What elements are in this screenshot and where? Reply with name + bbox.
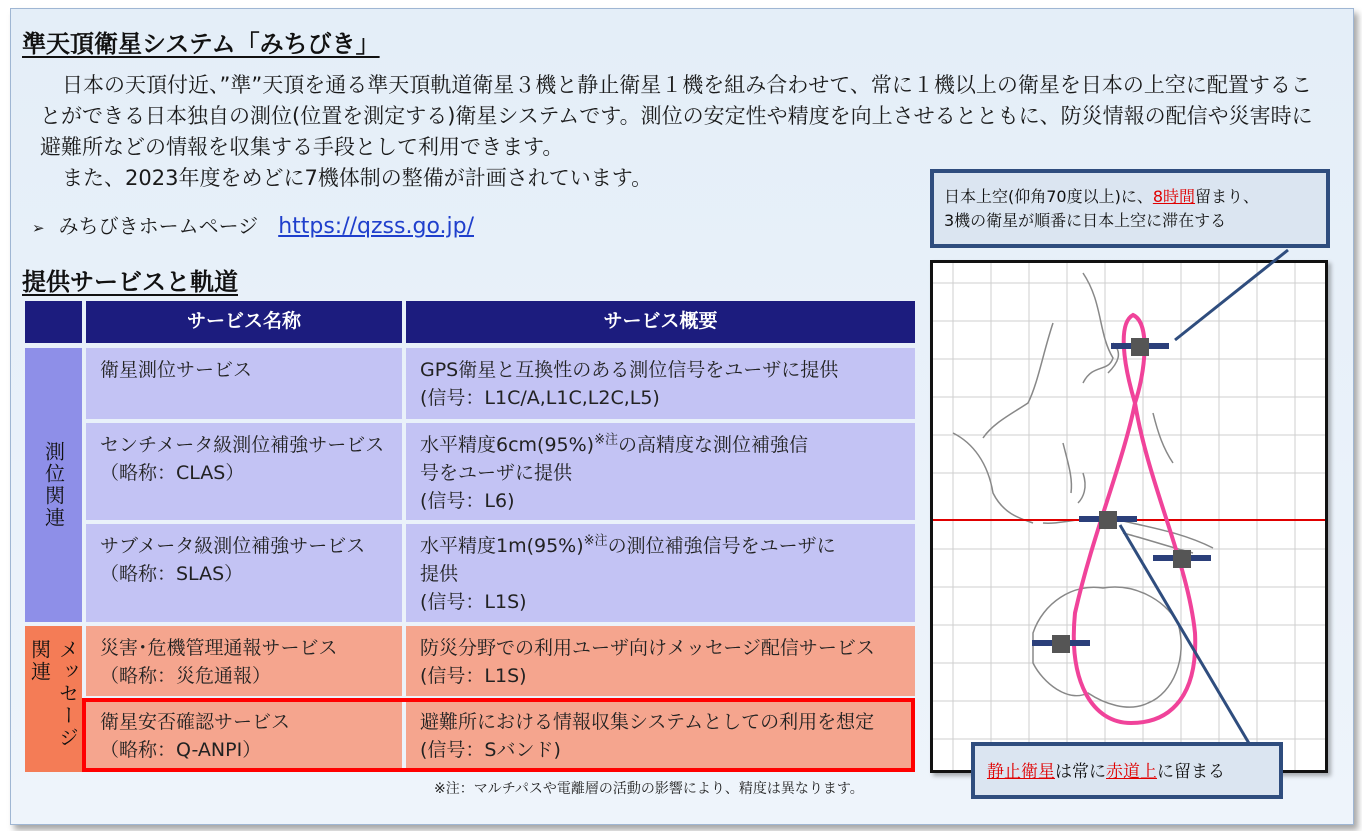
page-title: 準天頂衛星システム「みちびき」	[22, 30, 380, 58]
service-desc-line2: 号をユーザに提供	[420, 462, 573, 484]
service-signal: (信号：L1C/A,L1C,L2C,L5)	[420, 387, 660, 409]
service-desc: 避難所における情報収集システムとしての利用を想定	[420, 711, 875, 733]
service-desc-part: 水平精度1m(95%)	[420, 535, 584, 557]
callout-top	[930, 169, 1330, 248]
callout-highlight: 8時間	[1152, 187, 1196, 206]
callout-top-line1	[944, 185, 1316, 209]
category-message-label: メッセージ関連	[27, 639, 80, 749]
service-desc-line2: 提供	[420, 563, 459, 585]
table-header-summary: サービス概要	[406, 301, 915, 343]
callout-highlight: 静止衛星	[987, 762, 1055, 782]
service-desc: 防災分野での利用ユーザ向けメッセージ配信サービス	[420, 637, 875, 659]
service-name: 衛星安否確認サービス	[100, 711, 291, 733]
callout-highlight: 赤道上	[1106, 762, 1157, 782]
service-name: センチメータ級測位補強サービス	[100, 434, 385, 456]
table-footnote: ※注：マルチパスや電離層の活動の影響により、精度は異なります。	[434, 781, 864, 797]
footnote-mark: ※注	[594, 432, 619, 448]
callout-text: 留まり、	[1195, 187, 1260, 206]
callout-text: は常に	[1055, 762, 1106, 782]
service-desc-part: の測位補強信号をユーザに	[607, 535, 836, 557]
intro-paragraph-1: 日本の天頂付近、”準”天頂を通る準天頂軌道衛星３機と静止衛星１機を組み合わせて、常に１機以上の衛星を日本の上空に配置することができる日本独自の測位(位置を測定する)衛星システムです。測位の安定性や精度を向上させるとともに、防災情報の配信や災害時に避難所などの情報を収集する手段として利用できます。	[40, 73, 1313, 159]
intro-paragraph-2: また、2023年度をめどに7機体制の整備が計画されています。	[62, 166, 653, 190]
homepage-link[interactable]: https://qzss.go.jp/	[278, 214, 474, 239]
connector-line-top	[1175, 250, 1288, 340]
callout-text: 日本上空(仰角70度以上)に、	[944, 187, 1153, 206]
arrow-bullet-icon: ➢	[32, 219, 45, 237]
service-signal: (信号：L1S)	[420, 591, 527, 613]
table-header-name: サービス名称	[86, 301, 402, 343]
homepage-label: みちびきホームページ	[58, 214, 259, 238]
service-abbr: （略称：CLAS）	[100, 462, 245, 484]
service-abbr: （略称：SLAS）	[100, 563, 244, 585]
service-name: 衛星測位サービス	[100, 359, 253, 381]
footnote-mark: ※注	[583, 533, 608, 549]
connector-line-bottom	[1120, 525, 1250, 745]
callout-top-line2: 3機の衛星が順番に日本上空に滞在する	[944, 211, 1227, 230]
callout-bottom	[971, 742, 1283, 799]
service-desc: GPS衛星と互換性のある測位信号をユーザに提供	[420, 359, 839, 381]
category-positioning-label: 測位関連	[41, 441, 66, 529]
service-name: サブメータ級測位補強サービス	[100, 535, 366, 557]
service-signal: (信号：L6)	[420, 490, 515, 512]
service-abbr: （略称：災危通報）	[100, 665, 272, 687]
service-name: 災害･危機管理通報サービス	[100, 637, 338, 659]
callout-text: に留まる	[1157, 762, 1225, 782]
service-signal: (信号：Sバンド)	[420, 739, 561, 761]
section-title: 提供サービスと軌道	[22, 268, 238, 296]
service-desc-part: の高精度な測位補強信	[618, 434, 809, 456]
service-desc-part: 水平精度6cm(95%)	[420, 434, 595, 456]
service-abbr: （略称：Q-ANPI）	[100, 739, 262, 761]
service-signal: (信号：L1S)	[420, 665, 527, 687]
